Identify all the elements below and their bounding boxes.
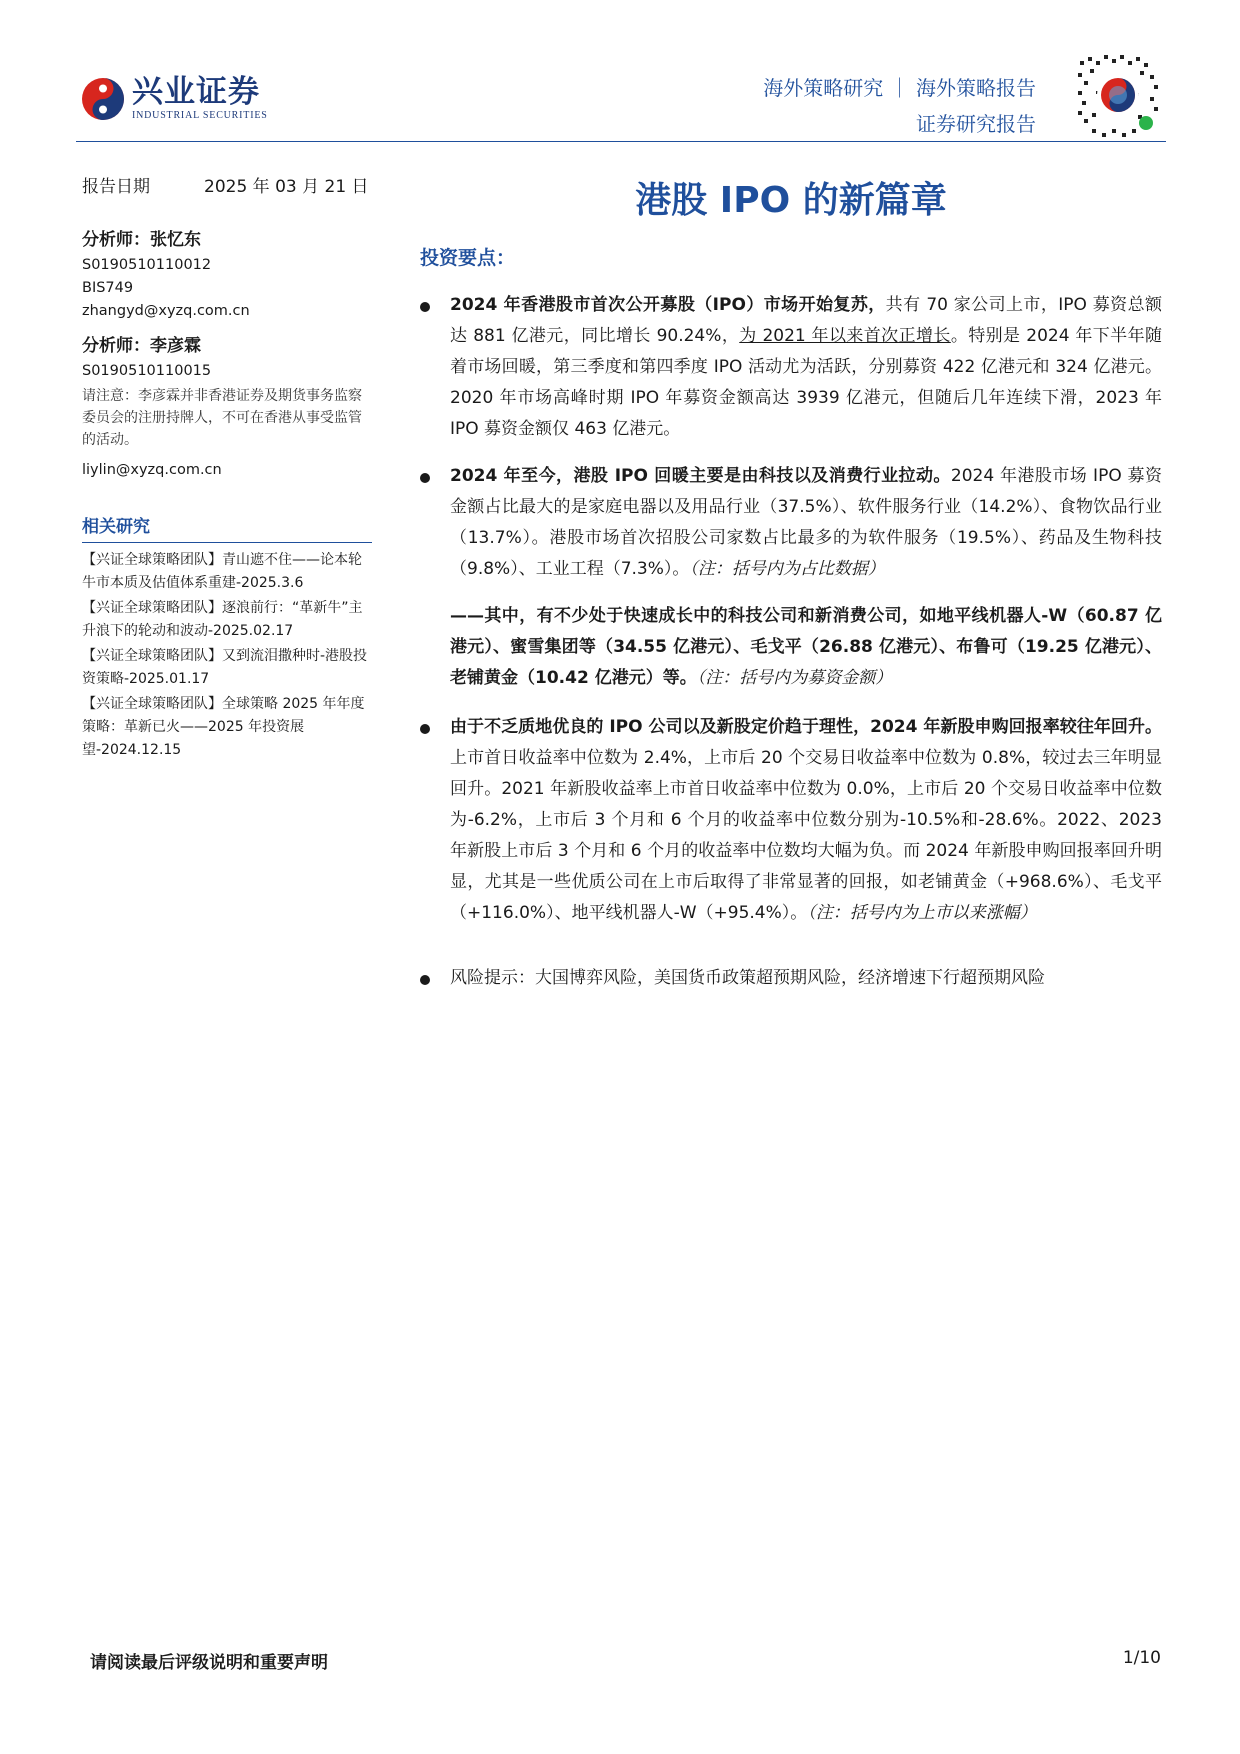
report-category: 海外策略研究 ｜ 海外策略报告	[763, 76, 1036, 100]
bullet-icon	[420, 975, 430, 985]
report-title: 港股 IPO 的新篇章	[635, 180, 947, 221]
bullet-icon	[420, 302, 430, 312]
analyst-extra-id: BIS749	[82, 280, 134, 296]
analyst-license: S0190510110012	[82, 257, 212, 273]
key-point	[420, 712, 1162, 929]
analyst-note: 请注意：李彦霖并非香港证券及期货事务监察委员会的注册持牌人，不可在香港从事受监管的活动。	[82, 388, 362, 448]
report-date-row	[82, 172, 372, 197]
header-labels	[763, 70, 1036, 142]
key-point-sub-text: ——其中，有不少处于快速成长中的科技公司和新消费公司，如地平线机器人-W（60.87 亿港元）、蜜雪集团等（34.55 亿港元）、毛戈平（26.88 亿港元）、布鲁可（19.25 亿港元）、老铺黄金（10.42 亿港元）等。	[450, 606, 1162, 688]
related-research-list	[82, 549, 372, 762]
analyst-block	[82, 225, 372, 323]
page-number: 1/10	[1122, 1648, 1161, 1668]
analyst-block	[82, 331, 372, 482]
key-point-lead: 由于不乏质地优良的 IPO 公司以及新股定价趋于理性，2024 年新股申购回报率较往年回升。	[450, 717, 1162, 737]
logo-english: INDUSTRIAL SECURITIES	[132, 110, 268, 121]
main-content	[420, 172, 1162, 1010]
key-point-text: 。特别是 2024 年下半年随着市场回暖，第三季度和第四季度 IPO 活动尤为活跃，分别募资 422 亿港元和 324 亿港元。2020 年市场高峰时期 IPO 年募资金额高达 3939 亿港元，但随后几年连续下滑，2023 年 IPO 募资金额仅 463 亿港元。	[450, 326, 1163, 439]
report-type: 证券研究报告	[916, 112, 1036, 136]
key-point-lead: 2024 年香港股市首次公开募股（IPO）市场开始复苏，	[450, 295, 886, 315]
key-point-text: 2024 年港股市场 IPO 募资金额占比最大的是家庭电器以及用品行业（37.5%）、软件服务行业（14.2%）、食物饮品行业（13.7%）。港股市场首次招股公司家数占比最多的为软件服务（19.5%）、药品及生物科技（9.8%）、工业工程（7.3%）。	[450, 466, 1162, 579]
key-point-text: 共有 70 家公司上市，IPO 募资总额达 881 亿港元，同比增长 90.24%，	[450, 295, 1162, 346]
analyst-license: S0190510110015	[82, 363, 212, 379]
report-date-value: 2025 年 03 月 21 日	[204, 177, 369, 197]
header-divider	[76, 141, 1166, 142]
bullet-icon	[420, 724, 430, 734]
qr-code-icon[interactable]	[1074, 51, 1162, 139]
key-point-underline: 为 2021 年以来首次正增长	[739, 326, 951, 346]
risk-warning	[420, 963, 1162, 994]
related-research-item[interactable]: 【兴证全球策略团队】又到流泪撒种时-港股投资策略-2025.01.17	[82, 648, 368, 687]
key-point-sub	[420, 601, 1162, 694]
related-research-item[interactable]: 【兴证全球策略团队】青山遮不住——论本轮牛市本质及估值体系重建-2025.3.6	[82, 552, 362, 591]
logo-swirl-icon	[80, 76, 126, 122]
key-point-note: （注：括号内为上市以来涨幅）	[807, 903, 1037, 923]
key-point-note: （注：括号内为募资金额）	[696, 668, 893, 688]
analyst-name: 分析师：李彦霖	[82, 336, 201, 356]
related-research-title: 相关研究	[82, 512, 372, 543]
analyst-name: 分析师：张忆东	[82, 230, 201, 250]
key-point	[420, 461, 1162, 585]
logo-chinese: 兴业证券	[132, 74, 260, 110]
company-logo	[80, 76, 268, 122]
sidebar	[82, 172, 372, 762]
key-point-text: 上市首日收益率中位数为 2.4%，上市后 20 个交易日收益率中位数为 0.8%，较过去三年明显回升。2021 年新股收益率上市首日收益率中位数为 0.0%，上市后 20 个交易日收益率中位数为-6.2%，上市后 3 个月和 6 个月的收益率中位数分别为-10.5%和-28.6%。2022、2023 年新股上市后 3 个月和 6 个月的收益率中位数均大幅为负。而 2024 年新股申购回报率回升明显，尤其是一些优质公司在上市后取得了非常显著的回报，如老铺黄金（+968.6%）、毛戈平（+116.0%）、地平线机器人-W（+95.4%）。	[450, 748, 1162, 923]
analyst-email[interactable]: liylin@xyzq.com.cn	[82, 462, 222, 478]
related-research-item[interactable]: 【兴证全球策略团队】全球策略 2025 年年度策略：革新已火——2025 年投资展望-2024.12.15	[82, 696, 365, 758]
key-point-lead: 2024 年至今，港股 IPO 回暖主要是由科技以及消费行业拉动。	[450, 466, 951, 486]
report-date-label: 报告日期	[82, 177, 150, 197]
key-point	[420, 290, 1162, 445]
risk-text: 风险提示：大国博弈风险，美国货币政策超预期风险，经济增速下行超预期风险	[450, 968, 1045, 988]
footer-disclaimer[interactable]: 请阅读最后评级说明和重要声明	[90, 1653, 328, 1673]
section-heading: 投资要点：	[420, 247, 516, 269]
bullet-icon	[420, 473, 430, 483]
related-research-item[interactable]: 【兴证全球策略团队】逐浪前行：“革新牛”主升浪下的轮动和波动-2025.02.17	[82, 600, 363, 639]
analyst-email[interactable]: zhangyd@xyzq.com.cn	[82, 303, 250, 319]
key-point-note: （注：括号内为占比数据）	[689, 559, 885, 579]
